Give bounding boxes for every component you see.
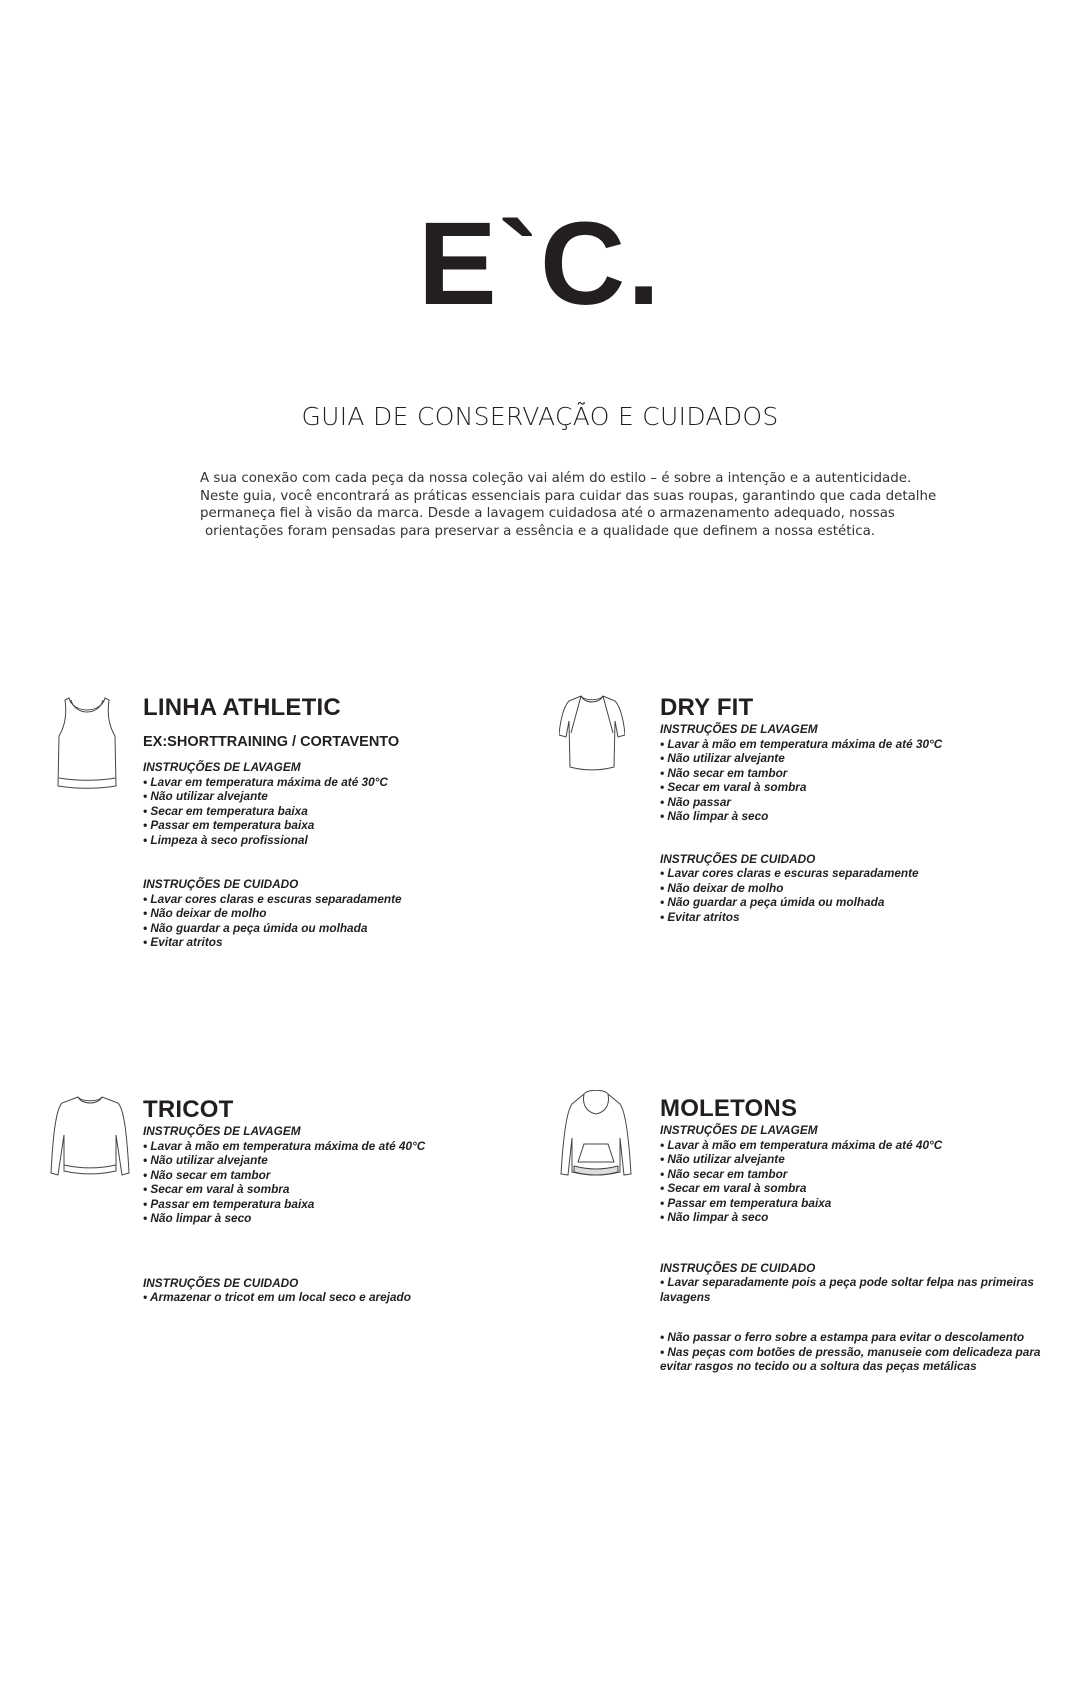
hoodie-icon [560,1090,632,1178]
list-item: • Lavar à mão em temperatura máxima de até 40°C [660,1137,943,1152]
list-item: • Não passar [660,794,732,809]
washing-instructions [660,722,942,824]
brand-logo: E`C. [418,198,662,330]
list-item: • Não secar em tambor [660,1166,788,1181]
page-title: GUIA DE CONSERVAÇÃO E CUIDADOS [301,402,779,431]
extra-care-instructions [660,1330,1060,1374]
list-item: • Passar em temperatura baixa [660,1195,832,1210]
intro-line: permaneça fiel à visão da marca. Desde a lavagem cuidadosa até o armazenamento adequado, nossas [200,506,895,521]
list-item: • Não limpar à seco [660,1210,769,1224]
group-title: INSTRUÇÕES DE CUIDADO [660,1260,816,1275]
group-title: INSTRUÇÕES DE LAVAGEM [660,1123,818,1137]
list-item: • Não utilizar alvejante [660,751,785,765]
care-instructions [143,877,402,950]
section-tricot [143,1096,425,1305]
list-item: • Secar em varal à sombra [660,1181,807,1195]
list-item: • Secar em varal à sombra [143,1182,290,1196]
list-item: • Não passar o ferro sobre a estampa para evitar o descolamento [660,1330,1025,1344]
list-item: • Lavar separadamente pois a peça pode soltar felpa nas primeiras lavagens [660,1275,1034,1304]
list-item: • Lavar cores claras e escuras separadamente [660,866,919,880]
group-title: INSTRUÇÕES DE LAVAGEM [143,1124,301,1138]
care-instructions [660,852,942,925]
list-item: • Não deixar de molho [143,906,267,920]
section-title: LINHA ATHLETIC [143,694,341,721]
list-item: • Não limpar à seco [143,1211,252,1225]
list-item: • Secar em varal à sombra [660,780,807,794]
list-item: • Não utilizar alvejante [143,1153,268,1167]
intro-paragraph [200,470,937,540]
section-title: MOLETONS [660,1095,798,1122]
section-linha-athletic [143,694,402,950]
washing-instructions [143,760,402,847]
list-item: • Não secar em tambor [143,1167,271,1182]
sweater-icon [50,1095,130,1181]
list-item: • Armazenar o tricot em um local seco e arejado [143,1290,411,1304]
washing-instructions [660,1123,1060,1225]
list-item: • Nas peças com botões de pressão, manuseie com delicadeza para evitar rasgos no tecido ou a soltura das peças metálicas [660,1344,1041,1373]
list-item: • Passar em temperatura baixa [143,1196,315,1211]
group-title: INSTRUÇÕES DE CUIDADO [660,851,816,866]
section-title: TRICOT [143,1096,234,1123]
list-item: • Não secar em tambor [660,765,788,780]
list-item: • Não guardar a peça úmida ou molhada [660,895,885,909]
list-item: • Evitar atritos [143,935,223,949]
care-instructions [660,1261,1060,1305]
list-item: • Lavar à mão em temperatura máxima de até 30°C [660,736,943,751]
group-title: INSTRUÇÕES DE CUIDADO [143,1275,299,1290]
list-item: • Não limpar à seco [660,809,769,823]
list-item: • Não guardar a peça úmida ou molhada [143,920,368,935]
list-item: • Não utilizar alvejante [660,1152,785,1166]
list-item: • Evitar atritos [660,909,740,924]
section-moletons [660,1095,1060,1374]
list-item: • Lavar em temperatura máxima de até 30°C [143,774,388,789]
list-item: • Secar em temperatura baixa [143,803,308,818]
group-title: INSTRUÇÕES DE CUIDADO [143,877,299,891]
list-item: • Não utilizar alvejante [143,789,268,803]
list-item: • Limpeza à seco profissional [143,832,308,847]
list-item: • Lavar à mão em temperatura máxima de até 40°C [143,1138,426,1153]
intro-line: orientações foram pensadas para preservar a essência e a qualidade que definem a nossa estética. [204,523,876,539]
section-title: DRY FIT [660,694,754,721]
tank-top-icon [55,696,119,790]
section-dry-fit [660,694,942,924]
list-item: • Passar em temperatura baixa [143,818,315,832]
washing-instructions [143,1124,425,1226]
list-item: • Lavar cores claras e escuras separadamente [143,891,402,906]
group-title: INSTRUÇÕES DE LAVAGEM [143,760,301,774]
section-subtitle: EX:SHORTTRAINING / CORTAVENTO [143,734,400,750]
list-item: • Não deixar de molho [660,880,784,895]
intro-line: Neste guia, você encontrará as práticas essenciais para cuidar das suas roupas, garantindo que cada detalhe [200,488,937,504]
t-shirt-icon [559,693,625,773]
care-instructions [143,1276,425,1305]
intro-line: A sua conexão com cada peça da nossa coleção vai além do estilo – é sobre a intenção e a autenticidade. [200,471,912,486]
group-title: INSTRUÇÕES DE LAVAGEM [660,722,818,736]
